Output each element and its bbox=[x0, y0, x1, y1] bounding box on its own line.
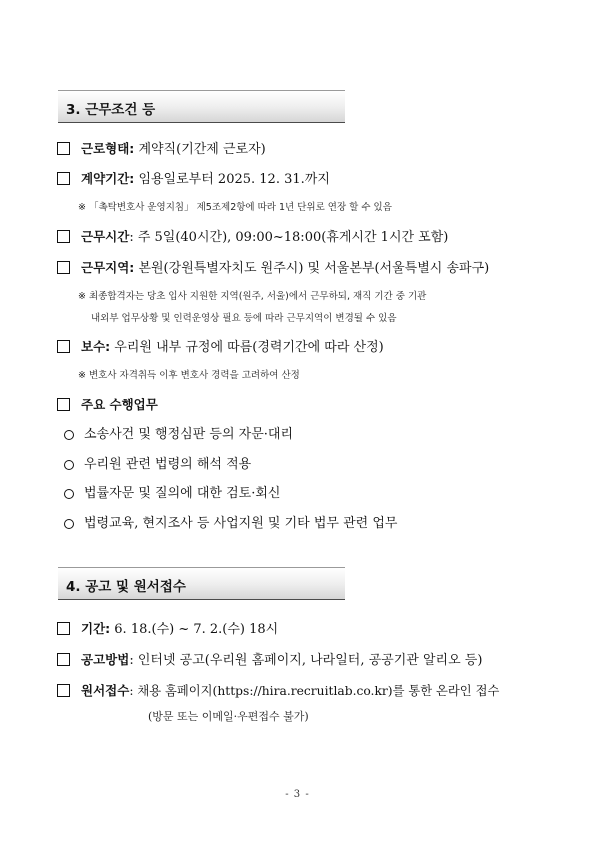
item-value: : 주 5일(40시간), 09:00~18:00(휴게시간 1시간 포함) bbox=[129, 230, 449, 245]
item-value: : 채용 홈페이지(https://hira.recruitlab.co.kr)를 통한 온라인 접수 bbox=[129, 684, 500, 698]
duty-text: 소송사건 및 행정심판 등의 자문·대리 bbox=[84, 427, 294, 442]
checkbox-square-icon bbox=[57, 398, 70, 411]
checkbox-square-icon bbox=[57, 230, 70, 243]
item-value: 본원(강원특별자치도 원주시) 및 서울본부(서울특별시 송파구) bbox=[134, 261, 490, 276]
item-label: 주요 수행업무 bbox=[81, 397, 158, 412]
section-4-header bbox=[58, 567, 345, 600]
circle-bullet-icon bbox=[64, 489, 74, 499]
item-label: 원서접수 bbox=[81, 683, 130, 698]
section-3-title: 3. 근무조건 등 bbox=[66, 102, 156, 118]
circle-bullet-icon bbox=[64, 460, 74, 470]
item-label: 근무시간 bbox=[81, 229, 130, 244]
checkbox-square-icon bbox=[57, 172, 70, 185]
note-contract-extension: ※ 「촉탁변호사 운영지침」 제5조제2항에 따라 1년 단위로 연장 할 수 있음 bbox=[78, 202, 392, 213]
page-number: - 3 - bbox=[285, 789, 310, 800]
item-value: 계약직(기간제 근로자) bbox=[134, 142, 266, 157]
checkbox-square-icon bbox=[57, 340, 70, 353]
duty-text: 법령교육, 현지조사 등 사업지원 및 기타 법무 관련 업무 bbox=[84, 516, 398, 531]
item-label: 공고방법 bbox=[81, 652, 130, 667]
checkbox-square-icon bbox=[57, 622, 70, 635]
item-value: 임용일로부터 2025. 12. 31.까지 bbox=[134, 172, 330, 187]
checkbox-square-icon bbox=[57, 684, 70, 697]
item-label: 기간: bbox=[81, 621, 111, 636]
section-4-title: 4. 공고 및 원서접수 bbox=[66, 579, 186, 595]
note-submission: (방문 또는 이메일·우편접수 불가) bbox=[148, 710, 309, 723]
circle-bullet-icon bbox=[64, 430, 74, 440]
section-3-header bbox=[58, 90, 345, 123]
checkbox-square-icon bbox=[57, 653, 70, 666]
item-label: 계약기간: bbox=[81, 171, 135, 186]
note-location-line-1: ※ 최종합격자는 당초 입사 지원한 지역(원주, 서울)에서 근무하되, 재직 기간 중 기관 bbox=[78, 291, 427, 302]
note-salary: ※ 변호사 자격취득 이후 변호사 경력을 고려하여 산정 bbox=[78, 370, 300, 381]
item-label: 근무지역: bbox=[81, 260, 135, 275]
note-location-line-2: 내외부 업무상황 및 인력운영상 필요 등에 따라 근무지역이 변경될 수 있음 bbox=[91, 313, 397, 324]
duty-text: 우리원 관련 법령의 해석 적용 bbox=[84, 457, 252, 472]
item-value: 6. 18.(수) ~ 7. 2.(수) 18시 bbox=[110, 622, 279, 637]
item-label: 근로형태: bbox=[81, 141, 135, 156]
duty-text: 법률자문 및 질의에 대한 검토·회신 bbox=[84, 486, 281, 501]
circle-bullet-icon bbox=[64, 519, 74, 529]
item-value: : 인터넷 공고(우리원 홈페이지, 나라일터, 공공기관 알리오 등) bbox=[129, 653, 483, 668]
checkbox-square-icon bbox=[57, 261, 70, 274]
item-value: 우리원 내부 규정에 따름(경력기간에 따라 산정) bbox=[110, 340, 384, 355]
checkbox-square-icon bbox=[57, 142, 70, 155]
item-label: 보수: bbox=[81, 339, 111, 354]
